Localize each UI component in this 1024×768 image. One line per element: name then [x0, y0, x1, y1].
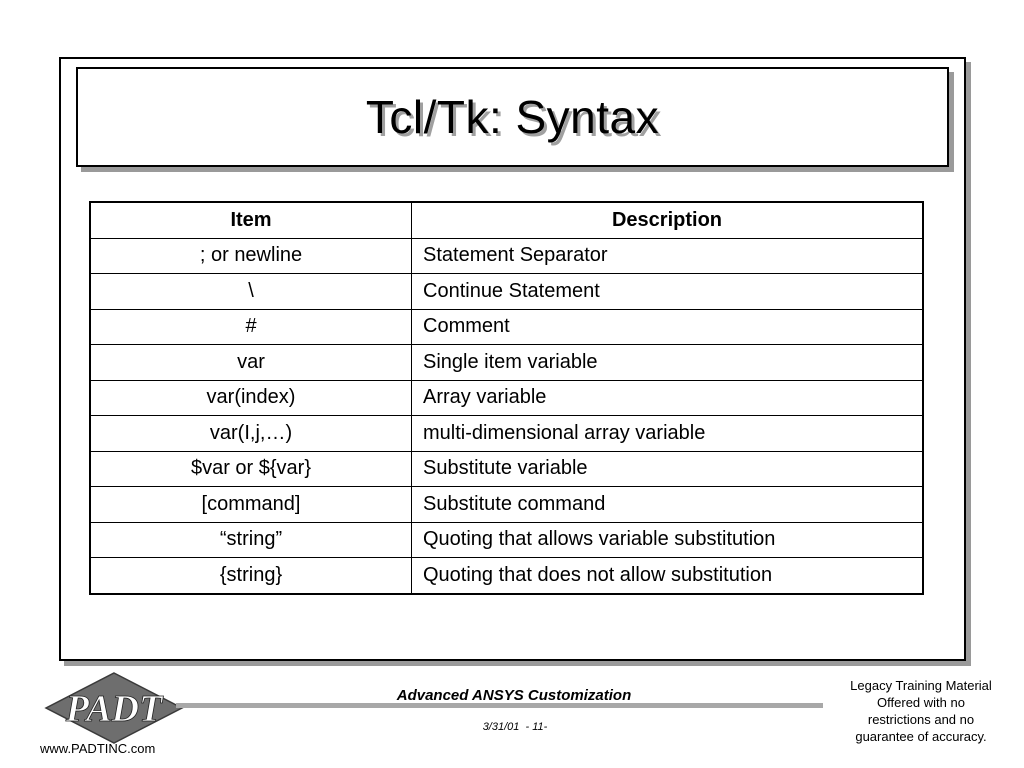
legal-line: guarantee of accuracy. [855, 729, 987, 744]
table-header-row [90, 202, 923, 238]
table-row [90, 309, 923, 345]
course-title: Advanced ANSYS Customization [396, 687, 632, 704]
item-cell: [command] [90, 487, 412, 523]
title-box [76, 67, 949, 167]
item-cell: var [90, 345, 412, 381]
padt-logo [44, 672, 184, 744]
header-description: Description [412, 202, 924, 238]
table-row [90, 345, 923, 381]
description-cell: Statement Separator [412, 238, 924, 274]
item-cell: ; or newline [90, 238, 412, 274]
legal-line: restrictions and no [867, 712, 975, 727]
description-cell: Quoting that allows variable substitution [412, 522, 924, 558]
description-cell: Substitute variable [412, 451, 924, 487]
item-cell: “string” [90, 522, 412, 558]
description-cell: Single item variable [412, 345, 924, 381]
table-row [90, 558, 923, 594]
item-cell: var(I,j,…) [90, 416, 412, 452]
header-item: Item [90, 202, 412, 238]
legal-notice [838, 677, 1004, 745]
item-cell: var(index) [90, 380, 412, 416]
table-row [90, 238, 923, 274]
description-cell: Continue Statement [412, 274, 924, 310]
item-cell: {string} [90, 558, 412, 594]
table-row [90, 274, 923, 310]
table-row [90, 416, 923, 452]
item-cell: $var or ${var} [90, 451, 412, 487]
description-cell: Comment [412, 309, 924, 345]
logo-text: PADT [65, 688, 163, 730]
table-row [90, 380, 923, 416]
table-row [90, 522, 923, 558]
table-row [90, 451, 923, 487]
slide-title: Tcl/Tk: Syntax [365, 91, 660, 143]
description-cell: multi-dimensional array variable [412, 416, 924, 452]
item-cell: \ [90, 274, 412, 310]
table-row [90, 487, 923, 523]
date-page: 3/31/01 - 11- [482, 721, 548, 733]
legal-line: Legacy Training Material [850, 678, 992, 693]
syntax-table [89, 201, 924, 595]
description-cell: Quoting that does not allow substitution [412, 558, 924, 594]
description-cell: Array variable [412, 380, 924, 416]
description-cell: Substitute command [412, 487, 924, 523]
item-cell: # [90, 309, 412, 345]
legal-line: Offered with no [877, 695, 965, 710]
website-link[interactable]: www.PADTINC.com [40, 741, 156, 756]
